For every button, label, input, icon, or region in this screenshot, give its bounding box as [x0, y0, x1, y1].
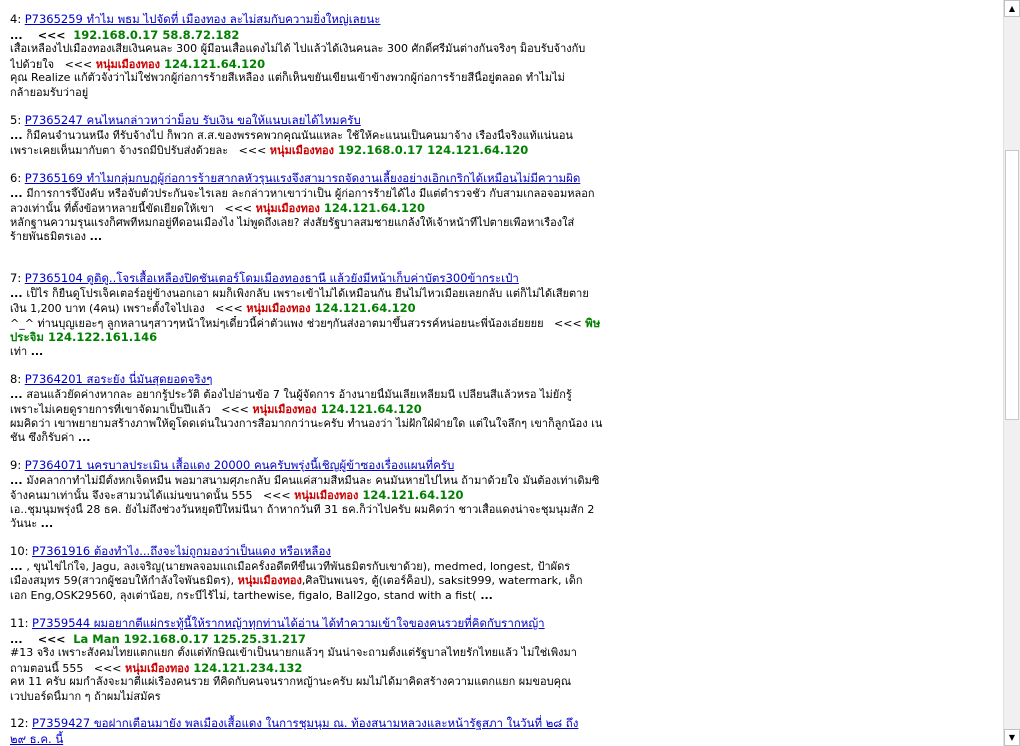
snippet-text: ,ศิลปินพเนจร, ตู้(เตอร์ค็อป), saksit999, watermark, เด็ก — [301, 574, 583, 587]
snippet-line — [10, 661, 610, 676]
snippet-text: ก็มีคนจำนวนหนึ่ง ที่รับจ้างไป ก็พวก ส.ส.ของพรรคพวกคุณนั่นแหละ ใช้ให้คะแนนเป็นคนมาจ้าง เรื่องนี้จริงแท้แน่นอน — [26, 128, 573, 142]
snippet-text: ^_^ ท่านบุญเยอะๆ ลูกหลานๆสาวๆหน้าใหม่ๆเดี๋ยวนี้ค่าตัวแพง ช่วยๆกันส่งอาตมาขึ้นสวรรค์หน่อยนะพี่น้องเอ๋ยยยย <<< — [10, 316, 586, 330]
snippet-text: คห 11 ครับ ผมกำลังจะมาตีแผ่เรื่องคนรวย ที่คิดกับคนจนรากหญ้านะครับ ผมไม่ได้มาคิดสร้างความแตกแยก ผมขอบคุณ — [10, 675, 572, 688]
ellipsis: ... — [30, 344, 44, 358]
ellipsis: ... — [10, 28, 23, 42]
author-name: หนุ่มเมืองทอง — [237, 574, 302, 587]
ellipsis: ... — [10, 473, 27, 487]
snippet-line — [10, 230, 610, 245]
snippet-text: เป็ไร ก็ยืนดูโปรเจ็คเตอร์อยู่ข้างนอกเอา ผมก็เพิ่งกลับ เพราะเข้าไม่ได้เหมือนกัน ยืนไม่ไหวเมื่อยเลยกลับ แต่ก็ไม่ได้เสียตาย — [26, 286, 589, 300]
thread-number: 10: — [10, 544, 29, 558]
snippet-text: เพราะไม่เคยดูรายการที่เขาจัดมาเป็นปีแล้ว <<< — [10, 403, 253, 416]
author-name: หนุ่มเมืองทอง — [125, 661, 190, 675]
author-ip: 192.168.0.17 58.8.72.182 — [73, 27, 240, 42]
snippet-line — [10, 316, 610, 331]
ellipsis: ... — [10, 286, 27, 300]
thread-header — [10, 458, 590, 474]
arrow-marker: <<< — [22, 632, 74, 646]
snippet-text: จ้างคนมาเท่านั้น จึงจะสามวนได้แม่นขนาดนั้น 555 <<< — [10, 489, 295, 502]
ellipsis: ... — [10, 186, 27, 200]
thread-header — [10, 12, 590, 28]
thread-number: 6: — [10, 171, 22, 185]
author-ip: 124.121.64.120 — [319, 201, 426, 215]
snippet-line — [10, 503, 610, 518]
author-ip: 192.168.0.17 124.121.64.120 — [334, 143, 529, 157]
snippet-line — [10, 187, 610, 202]
snippet-line — [10, 417, 610, 432]
author-ip: พิษ — [585, 315, 601, 330]
thread-title-link[interactable]: P7365259 ทำไม พธม ไปจัดที่ เมืองทอง ละไม่สมกับความยิ่งใหญ่เลยนะ — [24, 12, 381, 26]
snippet-line — [10, 574, 610, 589]
scrollbar-thumb[interactable] — [1005, 150, 1019, 420]
thread-header — [10, 171, 590, 187]
thread-title-link[interactable]: P7365104 ดูดิดู..โจรเสื้อเหลืองปิดชันเตอร์โดมเมืองทองธานี แล้วยังมีหน้าเก็บค่าบัตร300ข้ากระเป๋า — [24, 271, 519, 285]
author-name: หนุ่มเมืองทอง — [252, 403, 317, 416]
snippet-line — [10, 632, 610, 647]
thread-number: 7: — [10, 271, 22, 285]
snippet-line — [10, 560, 610, 575]
snippet-text: #13 จริง เพราะสังคมไทยแตกแยก ตั้งแต่ทักษิณเข้าเป็นนายกแล้วๆ มันน่าจะถามตั้งแต่รัฐบาลไทยรักไทยแล้ว ไม่ใช่เพิ่งมา — [10, 646, 577, 659]
thread-title-link[interactable]: P7361916 ต้องทำไง...ถึงจะไม่ถูกมองว่าเป็นแดง หรือเหลือง — [32, 544, 332, 558]
author-ip: 124.121.64.120 — [159, 56, 266, 71]
author-ip: La Man 192.168.0.17 125.25.31.217 — [73, 631, 306, 646]
snippet-text: เท่า — [10, 344, 31, 358]
thread-title-link[interactable]: P7364201 สอระยัง นี่มันสุดยอดจริงๆ — [24, 372, 213, 386]
thread-entry — [10, 616, 610, 704]
thread-header — [10, 372, 590, 388]
snippet-text: มังคลากาทำไม่มีตั้งหกเจ็ดหมื่น พอมาสนามศุภะกลับ มีคนแค่สามสี่หมื่นละ คนมันหายไปไหน ถ้ามาด้วยใจ มันต้องเท่าเดิมซิ — [26, 473, 600, 487]
snippet-line — [10, 143, 610, 158]
snippet-line — [10, 646, 610, 661]
ellipsis: ... — [40, 517, 54, 530]
snippet-text: คุณ Realize แก้ตัวจังว่าไม่ใช่พวกผู้ก่อการร้ายสีเหลือง แต่ก็เห็นขยันเขียนเข้าข้างพวกผู้ก่อการร้ายสีนี้อยู่ตลอด ทำไมไม่ — [10, 71, 565, 84]
ellipsis: ... — [10, 559, 27, 573]
ellipsis: ... — [10, 128, 27, 142]
author-name: หนุ่มเมืองทอง — [269, 144, 335, 157]
author-name: หนุ่มเมืองทอง — [255, 202, 320, 215]
snippet-text: สอนแล้วยัดค่างหากละ อยากรู้ประวัติ ต้องไปอ่านข้อ 7 ในผู้จัดการ อ้างนายนี้มันเลียเหลี่ยมนี่ เปลี่ยนสีแล้วหรอ ไม่ยักรู้ — [26, 387, 572, 401]
scroll-down-arrow-icon[interactable]: ▼ — [1004, 729, 1020, 746]
snippet-line — [10, 28, 610, 43]
snippet-text: เวปบอร์ดนี้มาก ๆ ถ้าผมไม่สมัคร — [10, 689, 161, 703]
snippet-text: วันนะ — [10, 517, 41, 530]
snippet-text: ร้ายพันธมิตรเอง — [10, 230, 90, 243]
author-name: หนุ่มเมืองทอง — [246, 302, 311, 315]
ellipsis: ... — [77, 431, 91, 444]
snippet-line — [10, 42, 610, 57]
thread-entry — [10, 716, 610, 746]
snippet-text: ถามตอนนี้ 555 <<< — [10, 661, 126, 675]
snippet-text: เมืองสมุทร 59(สาวกผู้ชอบให้กำลังใจพันธมิตร), — [10, 574, 238, 587]
snippet-line — [10, 431, 610, 446]
snippet-text: มีการการจึ๊บังคับ หรือจับตัวประกันจะไรเลย ละกล่าวหาเขาว่าเป็น ผู้ก่อการร้ายได้ไง มีแต่ตำรวจชั่ว กับสามเกลอจอมหลอก — [26, 186, 595, 200]
thread-header — [10, 271, 590, 287]
snippet-text: เอ..ชุมนุมพรุ่งนี้ 28 ธค. ยังไม่ถึงช่วงวันหยุดปีใหม่นี่นา ถ้าหากวันที่ 31 ธค.ก็ว่าไปครับ ผมคิดว่า ชาวเสื้อแดงน่าจะชุมนุมสัก 2 — [10, 502, 595, 516]
thread-entry — [10, 12, 610, 100]
ellipsis: ... — [89, 230, 103, 243]
snippet-line — [10, 287, 610, 302]
snippet-text: เพราะเคยเห็นมากับตา จ้างรถมีบิปรับส่งด้วยละ <<< — [10, 144, 270, 157]
thread-number: 11: — [10, 616, 29, 630]
snippet-line — [10, 388, 610, 403]
thread-entry — [10, 171, 610, 245]
thread-header — [10, 616, 590, 632]
snippet-line — [10, 330, 610, 345]
snippet-line — [10, 71, 610, 86]
snippet-line — [10, 675, 610, 690]
thread-entry — [10, 458, 610, 532]
snippet-line — [10, 690, 610, 705]
ellipsis: ... — [476, 588, 493, 602]
author-name: หนุ่มเมืองทอง — [294, 489, 359, 502]
thread-header — [10, 113, 590, 129]
snippet-line — [10, 402, 610, 417]
snippet-text: , ขุนไข่ไก่ใจ, Jagu, ลงเจริญ(นายพลจอมแถเมื่อครั้งอดีตที่ขึ้นเวทีพันธมิตรกับเขาด้วย), medmed, longest, ป้าผัดร — [26, 559, 571, 573]
author-name: หนุ่มเมืองทอง — [95, 57, 160, 71]
thread-header — [10, 544, 590, 560]
snippet-line — [10, 201, 610, 216]
author-ip: 124.121.64.120 — [316, 402, 422, 416]
vertical-scrollbar[interactable] — [1003, 0, 1020, 746]
thread-title-link[interactable]: P7359544 ผมอยากตีแผ่กระทู้นี้ให้รากหญ้าทุกท่านได้อ่าน ได้ทำความเข้าใจของคนรวยที่คิดกับรากหญ้า — [32, 616, 545, 630]
thread-number: 5: — [10, 113, 22, 127]
snippet-text: ชั่น ซึ่งก็รับค่า — [10, 431, 78, 444]
thread-number: 9: — [10, 458, 22, 472]
snippet-line — [10, 474, 610, 489]
thread-title-link[interactable]: P7365247 คนไหนกล่าวหาว่าม็อบ รับเงิน ขอให้แนบเลยได้ไหมครับ — [24, 113, 361, 127]
snippet-text: ไปด้วยใจ <<< — [10, 57, 96, 71]
snippet-line — [10, 589, 610, 604]
thread-header — [10, 716, 590, 746]
snippet-text: ลวงเท่านั้น ที่ตั้งข้อหาหลายนี้ขัดเยียดให้เขา <<< — [10, 202, 256, 215]
scroll-up-arrow-icon[interactable]: ▲ — [1004, 0, 1020, 17]
thread-entry — [10, 113, 610, 158]
snippet-text: เสื้อเหลืองไปเมืองทองเสียเงินคนละ 300 ผู้มีอนเสื้อแดงไม่ได้ ไปแล้วได้เงินคนละ 300 ศักดิ์ศรีมันต่างกันจริงๆ ม็อบรับจ้างกับ — [10, 42, 586, 55]
thread-title-link[interactable]: P7359427 ขอฝากเตือนมายัง พลเมืองเสื้อแดง ในการชุมนุม ณ. ท้องสนามหลวงและหน้ารัฐสภา ในวันที่ ๒๘ ถึง ๒๙ ธ.ค. นี้ — [10, 716, 579, 746]
author-ip: 124.122.161.146 — [43, 330, 158, 344]
author-ip: ประจิม — [10, 330, 44, 344]
thread-number: 12: — [10, 716, 29, 730]
snippet-line — [10, 488, 610, 503]
snippet-line — [10, 216, 610, 231]
thread-number: 8: — [10, 372, 22, 386]
thread-entry — [10, 544, 610, 603]
thread-number: 4: — [10, 12, 22, 26]
snippet-text: กล้ายอมรับว่าอยู่ — [10, 85, 89, 99]
snippet-line — [10, 517, 610, 532]
author-ip: 124.121.64.120 — [358, 488, 464, 502]
ellipsis: ... — [10, 632, 23, 646]
snippet-text: เอก Eng,OSK29560, ลุงเต่าน้อย, กระบี่ไร้ไม่, tarthewise, figalo, Ball2go, stand with a fist( — [10, 588, 477, 602]
arrow-marker: <<< — [22, 28, 74, 42]
thread-title-link[interactable]: P7365169 ทำไมกลุ่มกบฏผู้ก่อการร้ายสากลหัวรุนแรงจึงสามารถจัดงานเลี้ยงอย่างเอิกเกริกได้เหมือนไม่มีความผิด — [24, 171, 581, 185]
thread-title-link[interactable]: P7364071 นครบาลประเมิน เสื้อแดง 20000 คนครับพรุ่งนี้เชิญผู้ข้าซองเรื่องแผนที่ครับ — [24, 458, 455, 472]
snippet-line — [10, 129, 610, 144]
snippet-line — [10, 301, 610, 316]
snippet-text: ผมคิดว่า เขาพยายามสร้างภาพให้ดูโดดเด่นในวงการสื่อมากกว่านะครับ ทำนองว่า ไม่ฝักใฝ่ฝ่ายใด แต่ในใจลึกๆ เขาก็ลูกน้อง เน — [10, 416, 603, 430]
author-ip: 124.121.234.132 — [189, 660, 303, 675]
author-ip: 124.121.64.120 — [310, 301, 416, 315]
snippet-line — [10, 57, 610, 72]
snippet-line — [10, 345, 610, 360]
thread-entry — [10, 372, 610, 446]
snippet-line — [10, 86, 610, 101]
thread-entry — [10, 271, 610, 359]
ellipsis: ... — [10, 387, 27, 401]
snippet-text: หลักฐานความรุนแรงก็ศพที่หมกอยู่ที่ดอนเมืองไง ไม่พูดถึงเลย? ส่งสัยรัฐบาลสมชายแกล้งให้เจ้าหน้าที่ไปตายเพื่อหาเรื่องใส่ — [10, 215, 575, 229]
snippet-text: เงิน 1,200 บาท (4คน) เพราะตั้งใจไปเอง <<< — [10, 302, 247, 315]
